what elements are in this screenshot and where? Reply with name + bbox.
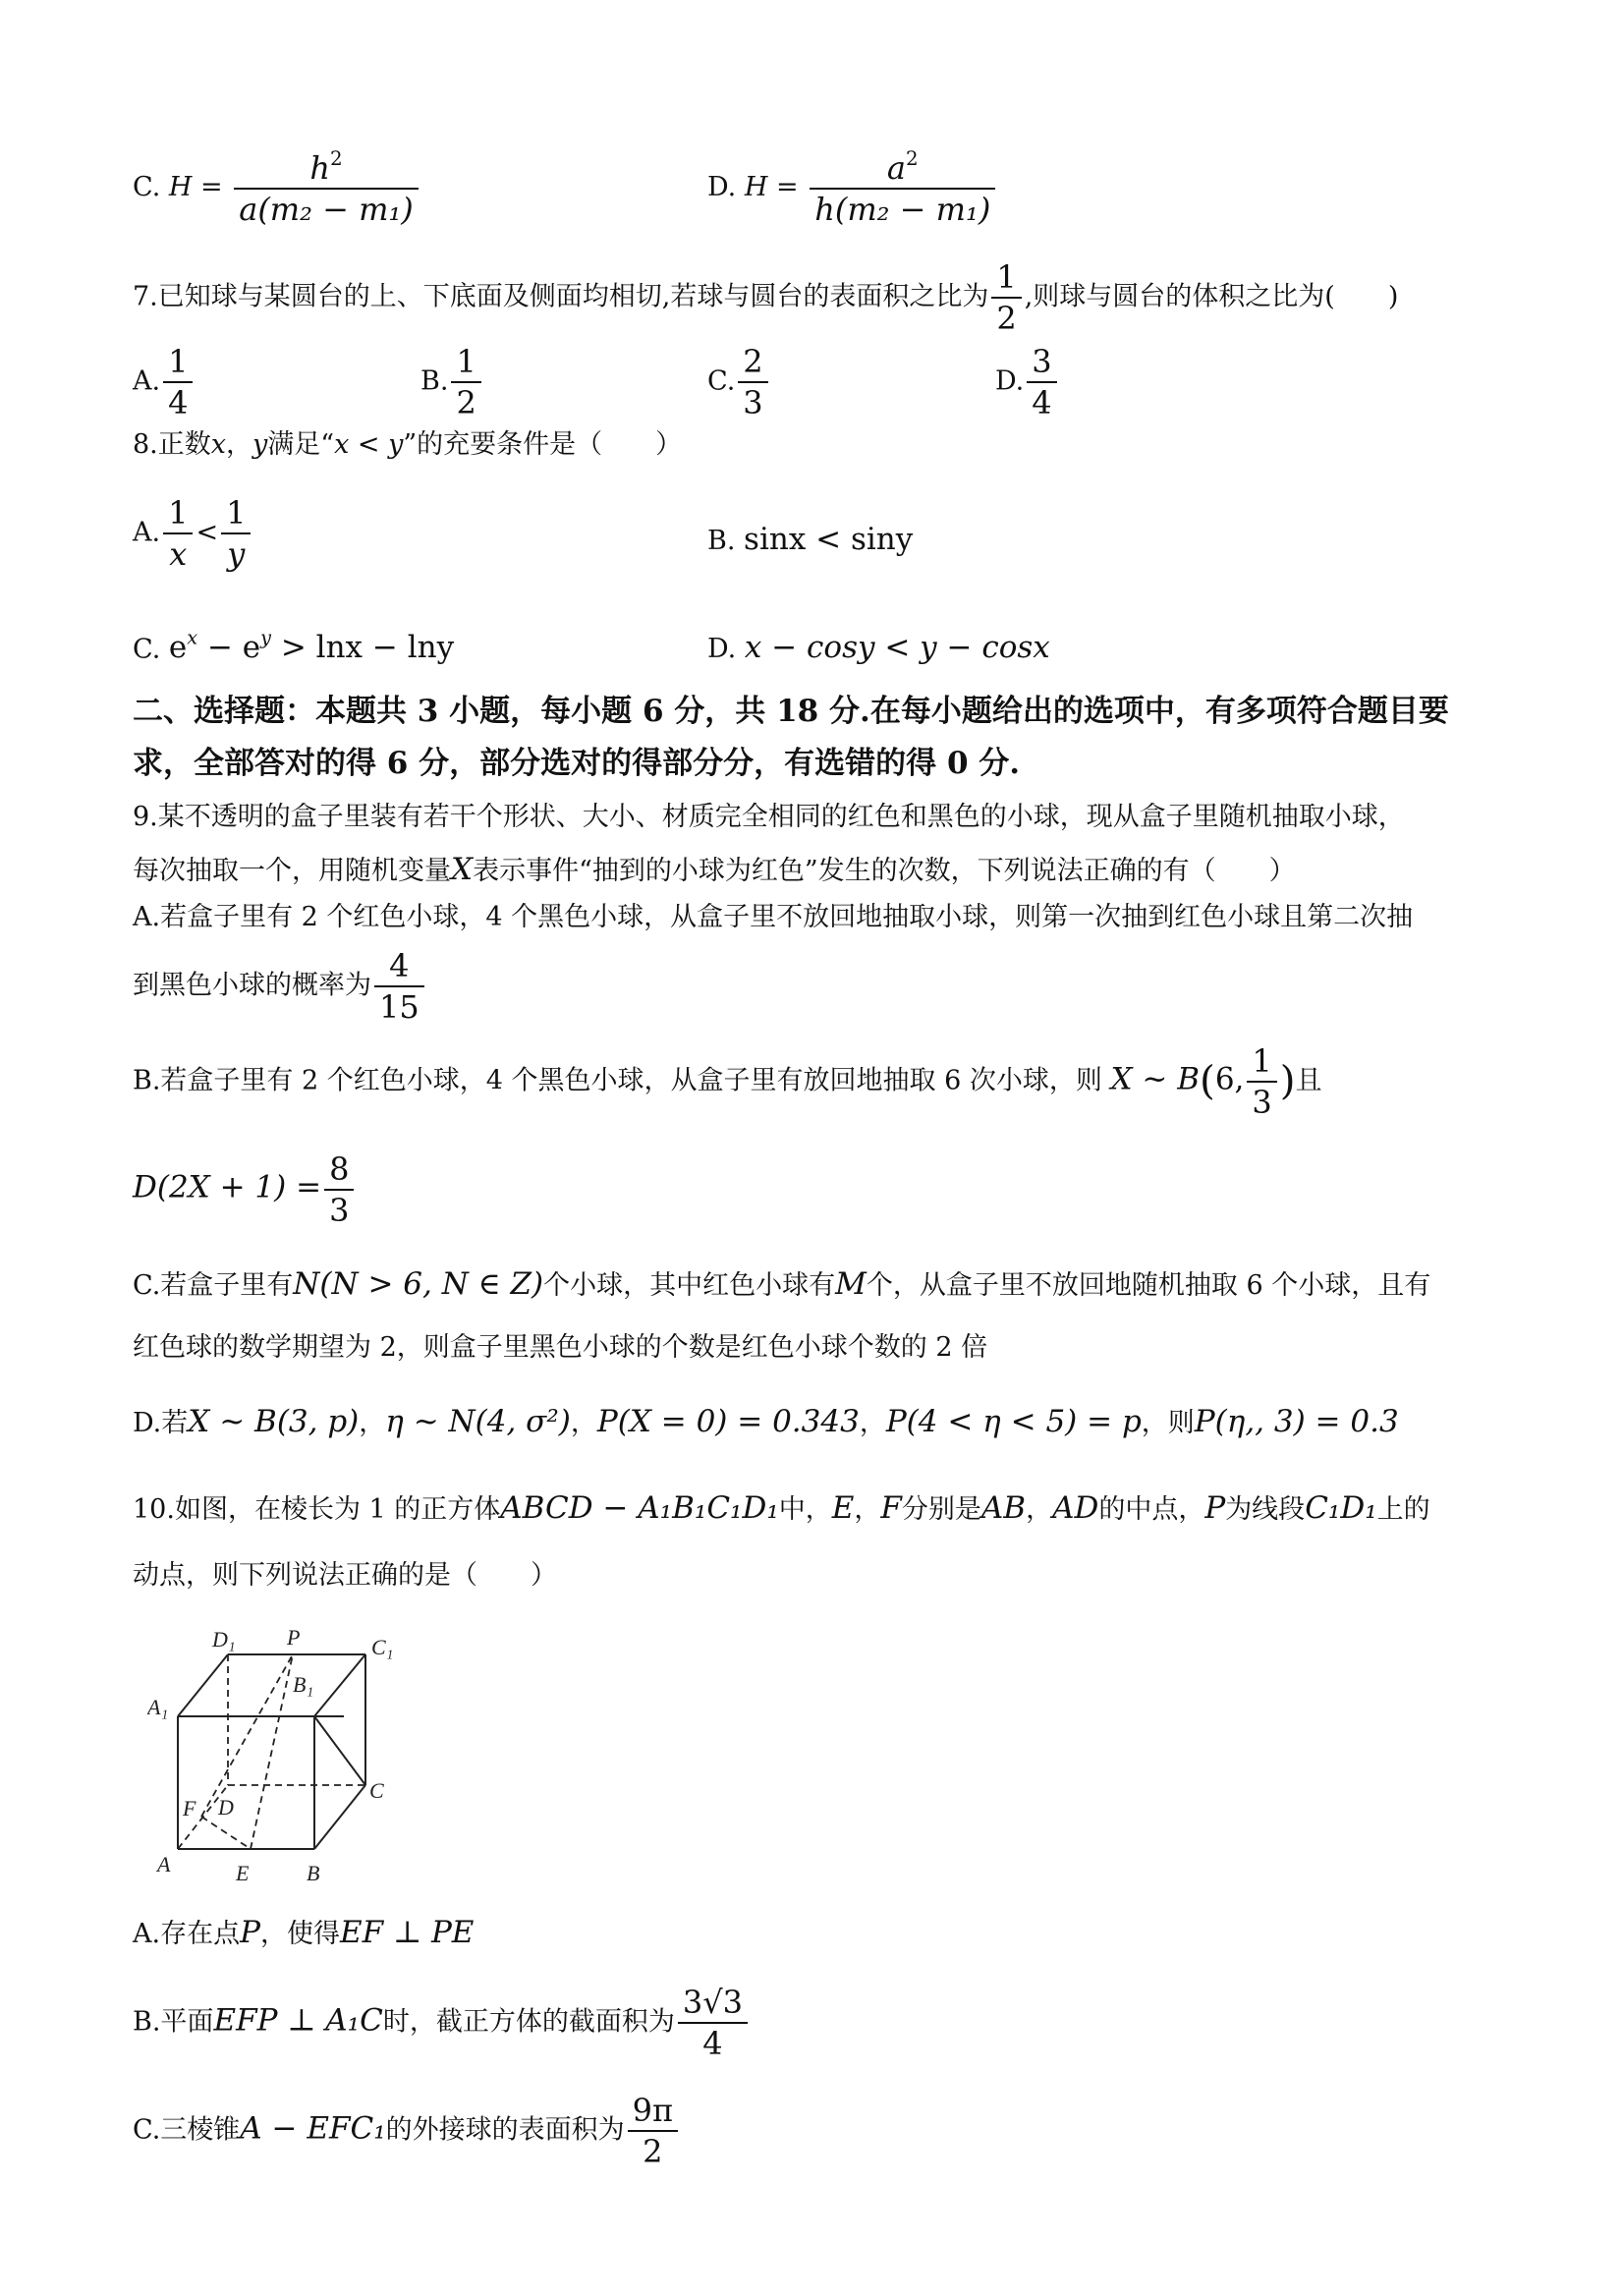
q9-stem-line1: 9.某不透明的盒子里装有若干个形状、大小、材质完全相同的红色和黑色的小球，现从盒子里随机抽取小球，: [133, 802, 1405, 832]
q6-option-d: [707, 147, 998, 229]
q8-stem: 8.正数x，y满足“x < y”的充要条件是（ ）: [133, 429, 683, 460]
label-F: F: [183, 1796, 196, 1820]
q7-option-a: A. $\frac{1}{4}$: [133, 342, 196, 422]
label-E: E: [236, 1861, 250, 1885]
section2-heading-line1: 二、选择题：本题共 3 小题，每小题 6 分，共 18 分.在每小题给出的选项中，有多项符合题目要: [133, 694, 1449, 729]
q6-d-fraction: $\frac{a^2}{\text{h(m₂ − m₁)}}$: [810, 147, 995, 229]
q10-stem-line1: 10.如图，在棱长为 1 的正方体ABCD − A₁B₁C₁D₁中，E，F分别是AB，AD的中点，P为线段C₁D₁上的: [133, 1490, 1430, 1526]
q6-d-lhs: H =: [744, 171, 799, 202]
q10-option-c: C.三棱锥A − EFC₁的外接球的表面积为 $\frac{9\pi}{2}$: [133, 2091, 681, 2171]
q8-option-b: B. sinx < siny: [707, 522, 914, 557]
q9-option-b-line1: B.若盒子里有 2 个红色小球，4 个黑色小球，从盒子里有放回地抽取 6 次小球，则 X ~ B(6, $\frac{1}{3}$ )且: [133, 1042, 1322, 1121]
q6-d-label: D.: [707, 171, 737, 202]
q7-ratio-fraction: $\frac{1}{2}$: [991, 257, 1021, 338]
q9-stem-line2: 每次抽取一个，用随机变量X表示事件“抽到的小球为红色”发生的次数，下列说法正确的有（ ）: [133, 852, 1296, 887]
label-B1: B₁: [293, 1672, 314, 1697]
q9-option-a-line2: 到黑色小球的概率为 $\frac{4}{15}$: [133, 946, 427, 1027]
q9-option-c-line2: 红色球的数学期望为 2，则盒子里黑色小球的个数是红色小球个数的 2 倍: [133, 1332, 988, 1363]
section2-heading-line2: 求，全部答对的得 6 分，部分选对的得部分分，有选错的得 0 分.: [133, 746, 1021, 781]
label-D: D: [218, 1795, 234, 1820]
q10-stem-line2: 动点，则下列说法正确的是（ ）: [133, 1560, 557, 1591]
q7-option-c: C. $\frac{2}{3}$: [707, 342, 771, 422]
label-B: B: [307, 1861, 320, 1885]
label-A1: A₁: [147, 1695, 169, 1719]
q9-option-a-line1: A.若盒子里有 2 个红色小球，4 个黑色小球，从盒子里不放回地抽取小球，则第一次抽到红色小球且第二次抽: [133, 902, 1414, 932]
q10-option-a: A.存在点P，使得EF ⊥ PE: [133, 1915, 475, 1950]
q6-option-c: [133, 147, 421, 229]
q6-c-fraction: $\frac{h^2}{\text{a(m₂ − m₁)}}$: [234, 147, 419, 229]
q10-option-b: B.平面EFP ⊥ A₁C时，截正方体的截面积为 $\frac{3√3}{4}$: [133, 1983, 751, 2063]
q6-c-label: C.: [133, 171, 161, 202]
q8-option-c: C. $e^x - e^y > \ln x - \ln y$: [133, 627, 455, 666]
label-C1: C₁: [371, 1635, 394, 1659]
q9-option-b-line2: D(2X + 1) = $\frac{8}{3}$: [133, 1149, 357, 1230]
q8-option-d: D. x − cosy < y − cosx: [707, 630, 1050, 665]
q7-stem: 7.已知球与某圆台的上、下底面及侧面均相切,若球与圆台的表面积之比为 $\frac{1}{2}$ ,则球与圆台的体积之比为( ): [133, 258, 1399, 337]
q9-option-d: D.若X ~ B(3, p)，η ~ N(4, σ²)，P(X = 0) = 0.343，P(4 < η < 5) = p，则P(η,, 3) = 0.3: [133, 1404, 1399, 1439]
q6-c-lhs: H =: [168, 171, 223, 202]
cube-figure: [147, 1623, 432, 1888]
q7-option-b: B. $\frac{1}{2}$: [420, 342, 484, 422]
q9-option-c-line1: C.若盒子里有N(N > 6, N ∈ Z)个小球，其中红色小球有M个，从盒子里不放回地随机抽取 6 个小球，且有: [133, 1266, 1431, 1302]
label-A: A: [157, 1852, 171, 1876]
label-P: P: [287, 1625, 301, 1650]
label-D1: D₁: [212, 1627, 236, 1652]
label-C: C: [369, 1778, 384, 1803]
q7-option-d: D. $\frac{3}{4}$: [995, 342, 1060, 422]
q8-option-a: A. $\frac{1}{x}$ < $\frac{1}{y}$: [133, 493, 253, 574]
